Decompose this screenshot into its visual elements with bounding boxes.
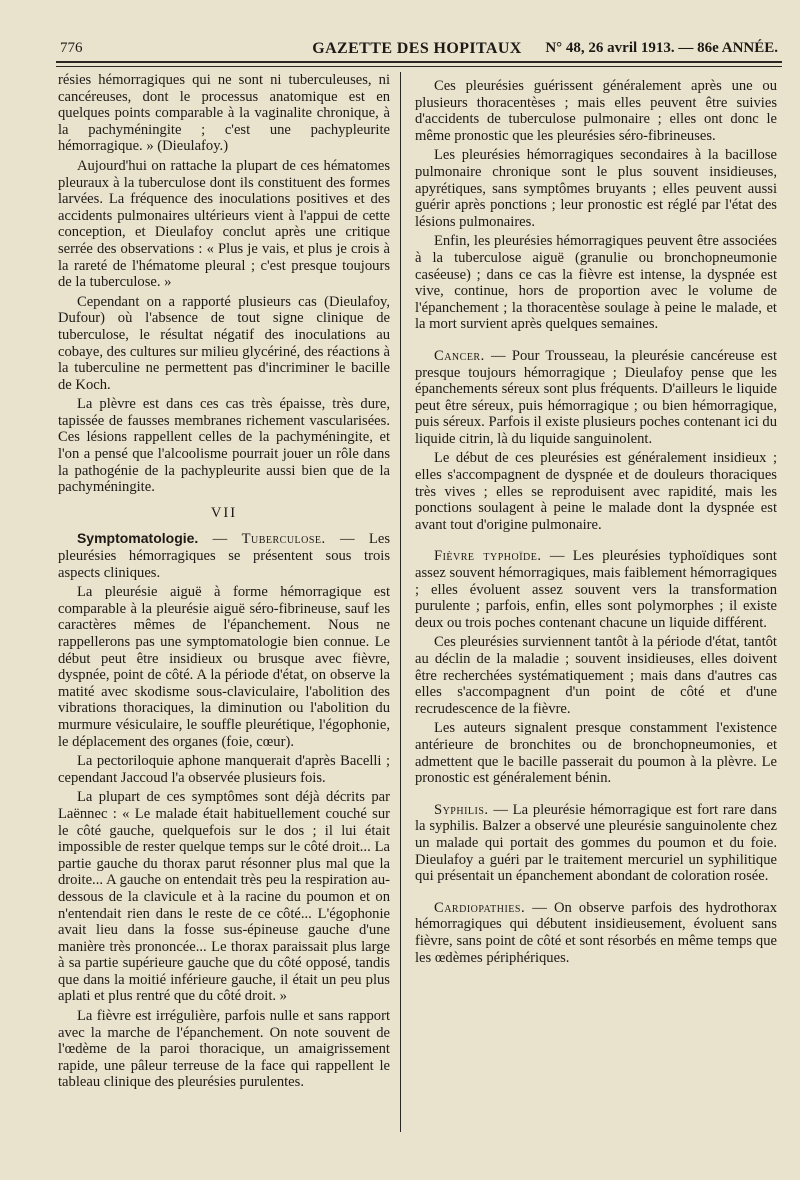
paragraph: Les auteurs signalent presque constamment l'existence antérieure de bronchites ou de bronchopneumonies, et admettent que le bacille passerait du poumon à la plèvre. Le pronostic est généralement bénin. (415, 720, 777, 787)
paragraph-text: — On observe parfois des hydrothorax hémorragiques qui débutent insidieusement, évoluent sans fièvre, sans point de côté et sont résorbés en même temps que les œdèmes périphériques. (415, 899, 777, 966)
subsection-heading: Cardiopathies. (433, 899, 526, 916)
paragraph: Ces pleurésies guérissent généralement après une ou plusieurs thoracentèses ; mais elles peuvent être suivies d'accidents de tuberculose pulmonaire ; elles ont donc le même pronostic que les pleurésies séro-fibrineuses. (415, 78, 777, 144)
journal-title: GAZETTE DES HOPITAUX (312, 40, 522, 57)
paragraph: La pleurésie aiguë à forme hémorragique est comparable à la pleurésie aiguë séro-fibrineuse, sauf les caractères mêmes de l'épanchement. Nous ne rappellerons pas une symptomatologie bien connue. Le début peut être insidieux ou brusque avec fièvre, dyspnée, point de côté. A la période d'état, on observe la matité avec skodisme sous-claviculaire, l'abolition des vibrations thoraciques, la diminution ou l'abolition du murmure vésiculaire, le souffle pleurétique, l'égophonie, le déplacement des organes (foie, cœur). (58, 584, 390, 750)
paragraph-text: — Pour Trousseau, la pleurésie cancéreuse est presque toujours hémorragique ; Dieulafoy pense que les épanchements séreux sont plus fréquents. D'ailleurs le liquide peut être séreux, puis hémorragique ; ou bien hémorragique, puis séreux. Parfois il existe plusieurs poches contenant ici du liquide citrin, là du liquide sanguinolent. (415, 347, 777, 447)
paragraph: La plèvre est dans ces cas très épaisse, très dure, tapissée de fausses membranes richement vascularisées. Ces lésions rappellent celles de la pachyméningite, et l'on a pensé que l'alcoolisme pourrait jouer un rôle dans la pathogénie de la pachypleurite aussi bien que de la pachyméningite. (58, 396, 390, 496)
paragraph: Enfin, les pleurésies hémorragiques peuvent être associées à la tuberculose aiguë (granulie ou bronchopneumonie caséeuse) ; dans ce cas la fièvre est intense, la dyspnée est vive, continue, hors de proportion avec le volume de l'épanchement ; la thoracentèse soulage à peine le malade, et la mort survient après quelques semaines. (415, 233, 777, 333)
subsection-heading: Fièvre typhoïde. (433, 548, 542, 565)
header-rule-thin (56, 66, 782, 67)
page-number: 776 (60, 40, 83, 56)
section-number: VII (210, 504, 238, 521)
paragraph (415, 900, 777, 966)
header-rule (56, 61, 782, 63)
subsection-heading: Syphilis. (433, 801, 489, 818)
paragraph (415, 548, 777, 631)
paragraph: résies hémorragiques qui ne sont ni tuberculeuses, ni cancéreuses, dont le processus anatomique est en quelques points comparable à la vaginalite chronique, à la pachyméningite ; c'est une pachypleurite hémorragique. » (Dieulafoy.) (58, 72, 390, 155)
paragraph: Cependant on a rapporté plusieurs cas (Dieulafoy, Dufour) où l'absence de tout signe clinique de tuberculose, le résultat négatif des inoculations au cobaye, des cultures sur milieu glycériné, des réactions à la tuberculine ne permettent pas d'incriminer le bacille de Koch. (58, 293, 390, 393)
paragraph: La plupart de ces symptômes sont déjà décrits par Laënnec : « Le malade était habituellement couché sur le côté gauche, quelquefois sur le dos ; il lui était impossible de rester quelque temps sur le côté droit... La partie gauche du thorax parut résonner plus mal que la droite... A gauche on entendait très peu la respiration au-dessous de la clavicule et à la racine du poumon et on n'entendait rien dans le reste de ce côté... L'égophonie avait lieu dans la fosse sus-épineuse gauche d'une manière très prononcée... Le thorax paraissait plus large à sa partie supérieure gauche que du côté opposé, tandis que dans la moitié inférieure gauche, il était un peu plus aplati et plus rentré que du côté droit. » (58, 789, 390, 1005)
column-separator (400, 72, 401, 1132)
paragraph (415, 802, 777, 885)
left-column (58, 72, 390, 1094)
paragraph: Le début de ces pleurésies est généralement insidieux ; elles s'accompagnent de dyspnée et de douleurs thoraciques très vives ; elles se reproduisent avec rapidité, mais les ponctions soulagent à peine le malade dont la dyspnée est avant tout d'origine pulmonaire. (415, 450, 777, 533)
paragraph: Ces pleurésies surviennent tantôt à la période d'état, tantôt au déclin de la maladie ; souvent insidieuses, elles doivent être recherchées systématiquement ; mais dans d'autres cas elles s'accompagnent d'un point de côté et d'une recrudescence de la fièvre. (415, 634, 777, 717)
paragraph: Symptomatologie. — Tuberculose. — Les pleurésies hémorragiques se présentent sous trois aspects cliniques. (58, 530, 390, 581)
paragraph-text: — Les pleurésies hémorragiques se présentent sous trois aspects cliniques. (58, 531, 390, 581)
issue-info: N° 48, 26 avril 1913. — 86e ANNÉE. (545, 40, 778, 56)
paragraph-text: — Les pleurésies typhoïdiques sont assez souvent hémorragiques, mais faiblement hémorragiques ; elles évoluent assez souvent vers la transformation purulente ; parfois, enfin, elles sont polymorphes ; il existe deux ou trois poches contenant chacune un liquide différent. (415, 548, 777, 631)
paragraph: Aujourd'hui on rattache la plupart de ces hématomes pleuraux à la tuberculose dont ils constituent des formes larvées. La fréquence des inoculations positives et des accidents pulmonaires ultérieurs vient à l'appui de cette conception, et Dieulafoy conclut après une critique serrée des observations : « Plus je vais, et plus je crois à la rareté de l'hématome pleural ; c'est presque toujours de la tuberculose. » (58, 157, 390, 291)
paragraph: Les pleurésies hémorragiques secondaires à la bacillose pulmonaire chronique sont le plus souvent insidieuses, apyrétiques, sans symptômes bruyants ; elles peuvent aussi guérir après ponctions ; leur pronostic est réglé par l'état des lésions pulmonaires. (415, 147, 777, 230)
running-header (52, 34, 782, 60)
section-heading: Symptomatologie. (76, 530, 199, 547)
paragraph-text: — La pleurésie hémorragique est fort rare dans la syphilis. Balzer a observé une pleurésie sanguinolente chez un malade qui portait des gommes du poumon et du foie. Dieulafoy a guéri par le traitement mercuriel un syphilitique qui présentait un épanchement abondant de coloration rosée. (415, 801, 777, 885)
subsection-heading: Tuberculose. (241, 531, 326, 548)
subsection-heading: Cancer. (433, 347, 485, 364)
paragraph: La fièvre est irrégulière, parfois nulle et sans rapport avec la marche de l'épanchement. On note souvent de l'œdème de la paroi thoracique, un amaigrissement rapide, une pâleur terreuse de la face qui rappellent le tableau clinique des pleurésies purulentes. (58, 1008, 390, 1091)
paragraph (415, 348, 777, 448)
paragraph: La pectoriloquie aphone manquerait d'après Bacelli ; cependant Jaccoud l'a observée plusieurs fois. (58, 753, 390, 786)
right-column (415, 78, 777, 969)
